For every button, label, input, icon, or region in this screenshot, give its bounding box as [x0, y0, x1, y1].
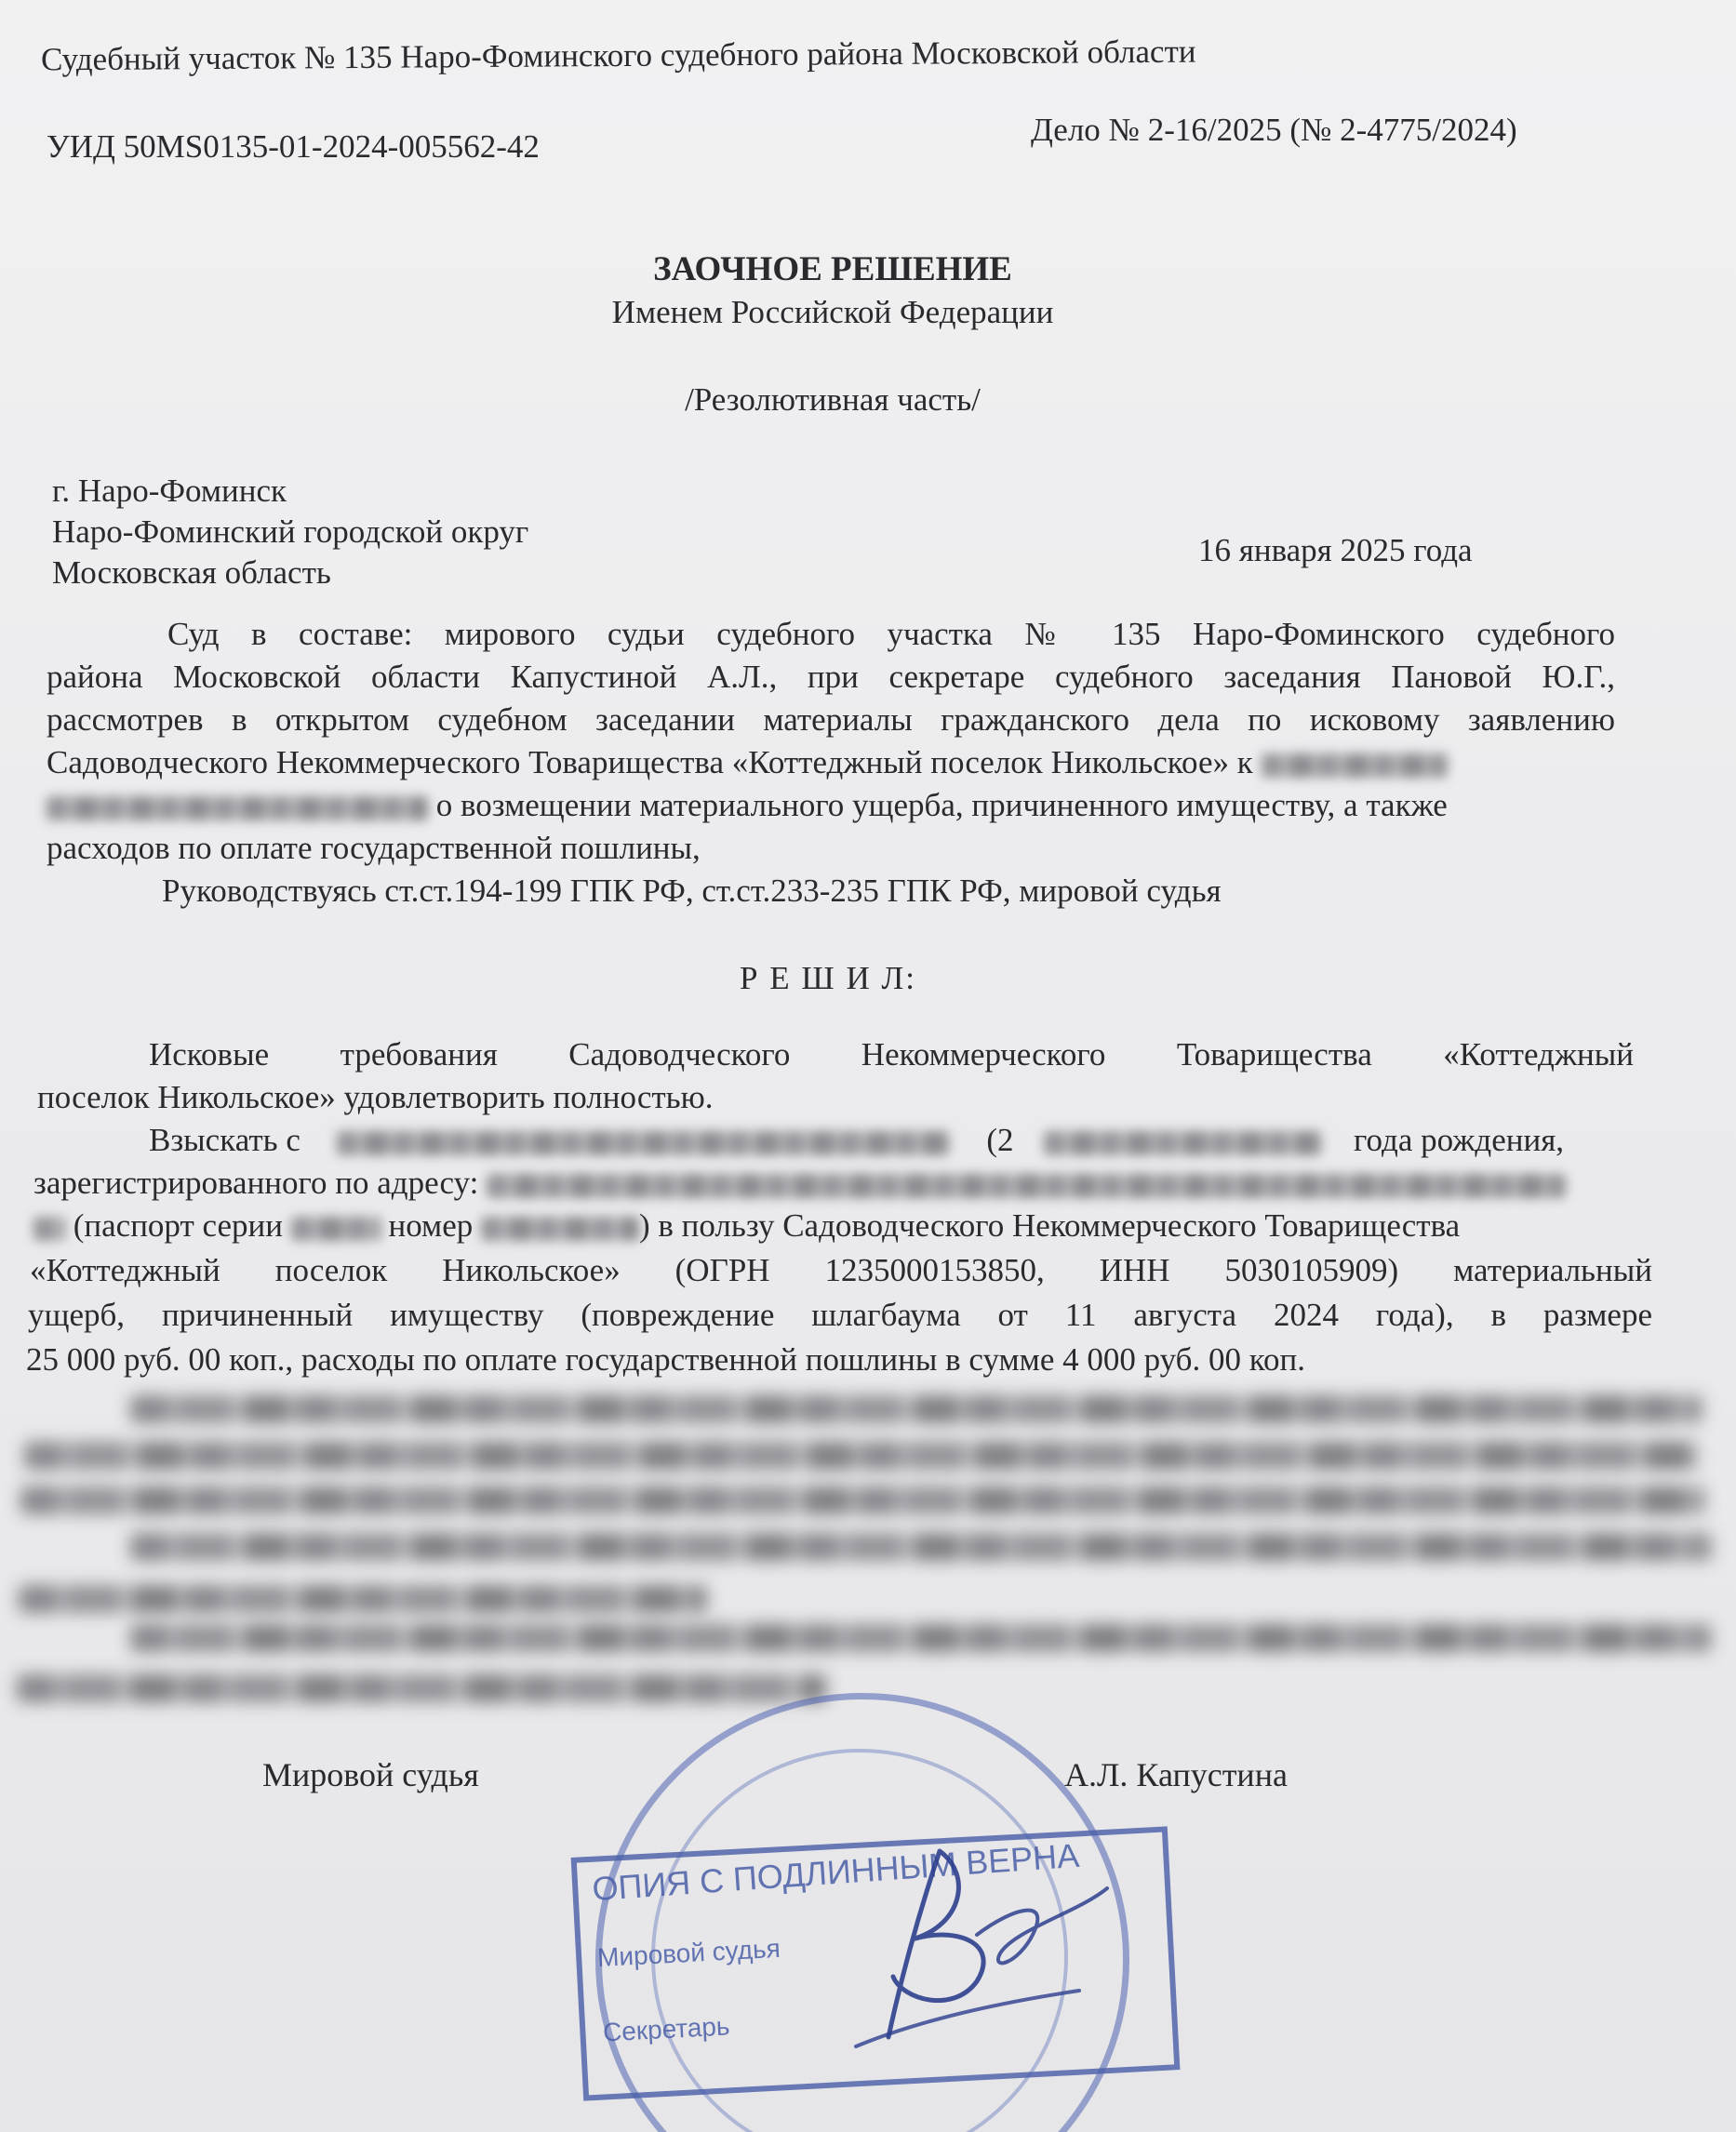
redacted-defendant-surname [1262, 753, 1448, 778]
redacted-line [19, 1585, 707, 1613]
stamp-line-2: Мировой судья [596, 1933, 781, 1973]
redacted-defendant-fullname [337, 1131, 951, 1155]
decision-line-4 [33, 1163, 1566, 1204]
case-number: Дело № 2-16/2025 (№ 2-4775/2024) [1031, 112, 1517, 148]
stamp-line-1: ОПИЯ С ПОДЛИННЫМ ВЕРНА [591, 1835, 1081, 1909]
decision-line-5 [33, 1206, 1460, 1246]
redacted-address [487, 1174, 1566, 1198]
redacted-line [130, 1533, 1712, 1561]
judge-signature [800, 1823, 1135, 2065]
intro-line-6: расходов по оплате государственной пошлины, [47, 830, 701, 866]
decision-line-5-text-c: ) в пользу Садоводческого Некоммерческого Товарищества [638, 1207, 1461, 1244]
court-name: Судебный участок № 135 Наро-Фоминского судебного района Московской области [40, 33, 1196, 78]
decision-line-5-text-b: номер [388, 1207, 474, 1244]
decision-line-3 [149, 1120, 1637, 1161]
redacted-address-end [33, 1217, 65, 1241]
decision-line-2: поселок Никольское» удовлетворить полностью. [37, 1079, 714, 1115]
decision-line-8: 25 000 руб. 00 коп., расходы по оплате государственной пошлины в сумме 4 000 руб. 00 коп. [26, 1341, 1305, 1378]
resolution-part: /Резолютивная часть/ [685, 381, 981, 418]
uid: УИД 50MS0135-01-2024-005562-42 [47, 128, 540, 165]
decision-line-3-text-c: года рождения, [1354, 1122, 1565, 1158]
intro-line-3: рассмотрев в открытом судебном заседании материалы гражданского дела по исковому заявлению [47, 701, 1615, 738]
decision-line-1: Исковые требования Садоводческого Некоммерческого Товарищества «Коттеджный [149, 1036, 1634, 1073]
redacted-line [20, 1486, 1704, 1514]
redacted-defendant-name [47, 796, 428, 820]
intro-line-7: Руководствуясь ст.ст.194-199 ГПК РФ, ст.ст.233-235 ГПК РФ, мировой судья [162, 873, 1222, 909]
signature-role: Мировой судья [262, 1756, 479, 1793]
decision-line-3-text-b: (2 [986, 1122, 1014, 1158]
decided-heading: Р Е Ш И Л: [740, 960, 916, 996]
document-title: ЗАОЧНОЕ РЕШЕНИЕ [653, 250, 1012, 288]
intro-line-2: района Московской области Капустиной А.Л., при секретаре судебного заседания Пановой Ю.Г., [47, 659, 1615, 695]
redacted-passport-number [481, 1217, 639, 1241]
document-subtitle: Именем Российской Федерации [611, 294, 1054, 330]
decision-line-5-text-a: (паспорт серии [73, 1207, 283, 1244]
intro-line-5-text: о возмещении материального ущерба, причиненного имуществу, а также [435, 787, 1448, 823]
district: Наро-Фоминский городской округ [52, 513, 529, 550]
redacted-passport-series [291, 1217, 381, 1241]
redacted-line [24, 1442, 1699, 1470]
redacted-birthdate [1044, 1131, 1323, 1155]
intro-line-4-text: Садоводческого Некоммерческого Товарищества «Коттеджный поселок Никольское» к [47, 744, 1253, 780]
stamp-line-3: Секретарь [602, 2011, 731, 2047]
decision-line-6: «Коттеджный поселок Никольское» (ОГРН 1235000153850, ИНН 5030105909) материальный [30, 1252, 1652, 1288]
redacted-line [17, 1674, 826, 1702]
decision-date: 16 января 2025 года [1198, 532, 1473, 568]
city: г. Наро-Фоминск [52, 473, 287, 509]
intro-line-4 [47, 742, 1448, 783]
decision-line-3-text-a: Взыскать с [149, 1122, 300, 1158]
decision-line-7: ущерб, причиненный имуществу (повреждение шлагбаума от 11 августа 2024 года), в размере [28, 1297, 1652, 1333]
intro-line-5 [47, 785, 1448, 826]
signature-name: А.Л. Капустина [1064, 1756, 1288, 1793]
redacted-line [130, 1395, 1703, 1423]
decision-line-4-text: зарегистрированного по адресу: [33, 1165, 479, 1201]
region: Московская область [52, 554, 331, 591]
redacted-line [130, 1624, 1712, 1652]
intro-line-1: Суд в составе: мирового судьи судебного участка № 135 Наро-Фоминского судебного [167, 616, 1615, 652]
